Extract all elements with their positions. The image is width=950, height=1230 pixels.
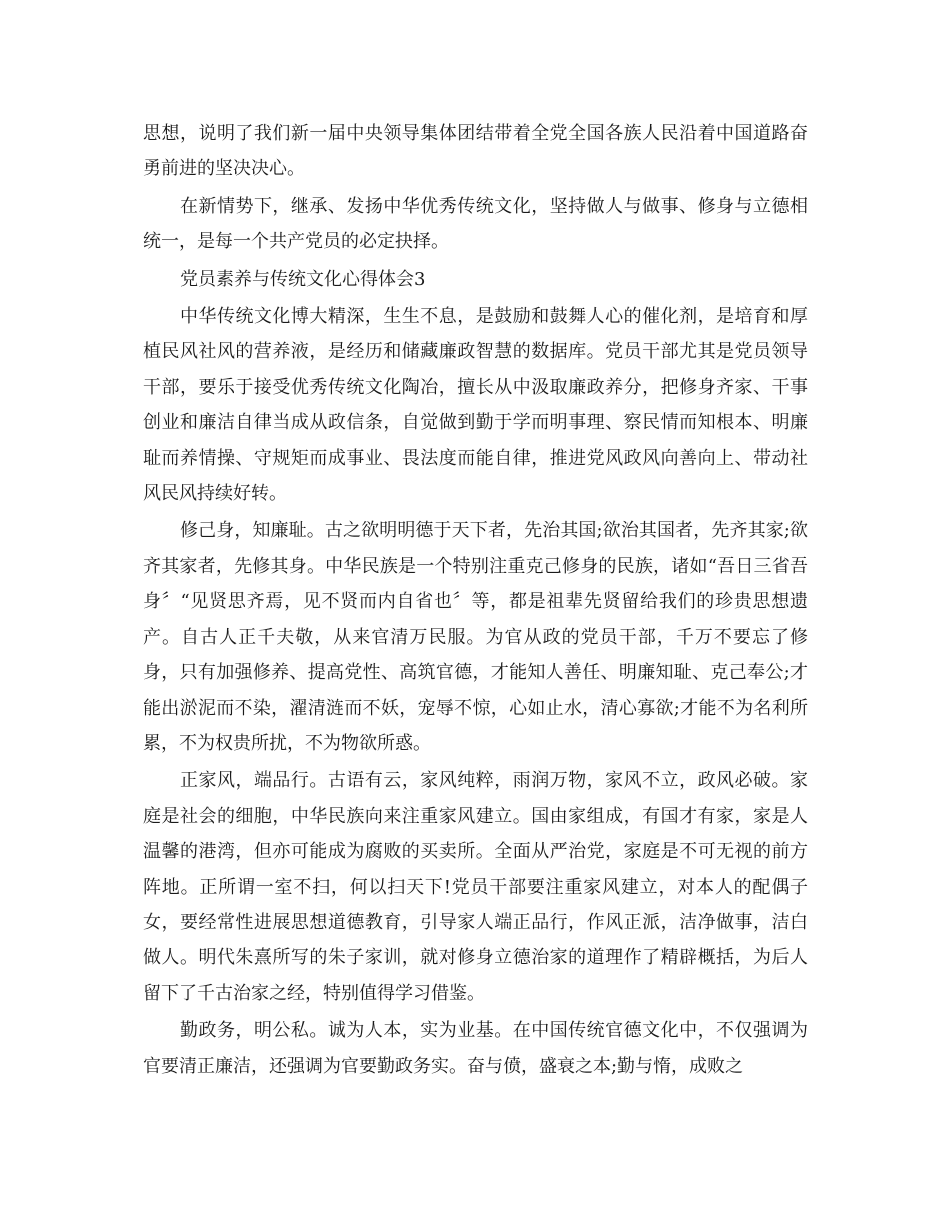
paragraph-inheritance: 在新情势下，继承、发扬中华优秀传统文化，坚持做人与做事、修身与立德相统一，是每一个共产党员的必定抉择。 — [143, 195, 808, 253]
paragraph-diligence: 勤政务，明公私。诚为人本，实为业基。在中国传统官德文化中，不仅强调为官要清正廉洁，还强调为官要勤政务实。奋与偾，盛衰之本;勤与惰，成败之 — [143, 1020, 808, 1077]
paragraph-intro-continuation: 思想，说明了我们新一届中央领导集体团结带着全党全国各族人民沿着中国道路奋勇前进的坚决决心。 — [143, 123, 808, 180]
document-body — [143, 116, 808, 1086]
paragraph-family-style: 正家风，端品行。古语有云，家风纯粹，雨润万物，家风不立，政风必破。家庭是社会的细胞，中华民族向来注重家风建立。国由家组成，有国才有家，家是人温馨的港湾，但亦可能成为腐败的买卖所。全面从严治党，家庭是不可无视的前方阵地。正所谓一室不扫，何以扫天下!党员干部要注重家风建立，对本人的配偶子女，要经常性进展思想道德教育，引导家人端正品行，作风正派，洁净做事，洁白做人。明代朱熹所写的朱子家训，就对修身立德治家的道理作了精辟概括，为后人留下了千古治家之经，特别值得学习借鉴。 — [143, 770, 808, 1004]
paragraph-self-cultivation: 修己身，知廉耻。古之欲明明德于天下者，先治其国;欲治其国者，先齐其家;欲齐其家者，先修其身。中华民族是一个特别注重克己修身的民族，诸如“吾日三省吾身〞“见贤思齐焉，见不贤而内自省也〞等，都是祖辈先贤留给我们的珍贵思想遗产。自古人正千夫敬，从来官清万民服。为官从政的党员干部，千万不要忘了修身，只有加强修养、提高党性、高筑官德，才能知人善任、明廉知耻、克己奉公;才能出淤泥而不染，濯清涟而不妖，宠辱不惊，心如止水，清心寡欲;才能不为名利所累，不为权贵所扰，不为物欲所惑。 — [143, 520, 808, 754]
paragraph-traditional-culture: 中华传统文化博大精深，生生不息，是鼓励和鼓舞人心的催化剂，是培育和厚植民风社风的营养液，是经历和储藏廉政智慧的数据库。党员干部尤其是党员领导干部，要乐于接受优秀传统文化陶冶，擅长从中汲取廉政养分，把修身齐家、干事创业和廉洁自律当成从政信条，自觉做到勤于学而明事理、察民情而知根本、明廉耻而养情操、守规矩而成事业、畏法度而能自律，推进党风政风向善向上、带动社风民风持续好转。 — [143, 306, 808, 505]
section-heading: 党员素养与传统文化心得体会3 — [180, 268, 426, 290]
